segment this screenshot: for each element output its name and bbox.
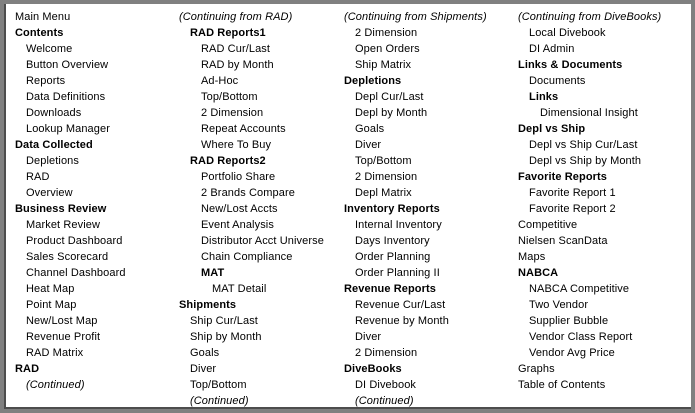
entry-goals[interactable]: Goals bbox=[355, 123, 385, 135]
entry-mat-detail[interactable]: MAT Detail bbox=[212, 283, 267, 295]
entry-overview[interactable]: Overview bbox=[26, 187, 73, 199]
note-continuing-from-rad: (Continuing from RAD) bbox=[179, 11, 293, 23]
note-continuing-from-divebooks: (Continuing from DiveBooks) bbox=[518, 11, 662, 23]
section-inventory-reports: Inventory Reports bbox=[344, 203, 440, 215]
section-contents: Contents bbox=[15, 27, 64, 39]
section-shipments: Shipments bbox=[179, 299, 237, 311]
entry-point-map[interactable]: Point Map bbox=[26, 299, 77, 311]
entry-new-lost-accts[interactable]: New/Lost Accts bbox=[201, 203, 278, 215]
entry-documents[interactable]: Documents bbox=[529, 75, 586, 87]
toc-column-4 bbox=[518, 9, 661, 393]
section-links-documents: Links & Documents bbox=[518, 59, 623, 71]
entry-2-dimension[interactable]: 2 Dimension bbox=[201, 107, 264, 119]
entry-chain-compliance[interactable]: Chain Compliance bbox=[201, 251, 293, 263]
entry-vendor-avg-price[interactable]: Vendor Avg Price bbox=[529, 347, 615, 359]
entry-supplier-bubble[interactable]: Supplier Bubble bbox=[529, 315, 609, 327]
entry-top-bottom[interactable]: Top/Bottom bbox=[201, 91, 258, 103]
entry-competitive[interactable]: Competitive bbox=[518, 219, 578, 231]
entry-ship-matrix[interactable]: Ship Matrix bbox=[355, 59, 412, 71]
entry-product-dashboard[interactable]: Product Dashboard bbox=[26, 235, 123, 247]
entry-rad-by-month[interactable]: RAD by Month bbox=[201, 59, 274, 71]
entry-two-vendor[interactable]: Two Vendor bbox=[529, 299, 589, 311]
entry-ship-cur-last[interactable]: Ship Cur/Last bbox=[190, 315, 258, 327]
entry-revenue-cur-last[interactable]: Revenue Cur/Last bbox=[355, 299, 446, 311]
note-continued: (Continued) bbox=[190, 395, 249, 407]
entry-data-definitions[interactable]: Data Definitions bbox=[26, 91, 106, 103]
entry-portfolio-share[interactable]: Portfolio Share bbox=[201, 171, 276, 183]
entry-ship-by-month[interactable]: Ship by Month bbox=[190, 331, 262, 343]
section-favorite-reports: Favorite Reports bbox=[518, 171, 608, 183]
entry-dimensional-insight[interactable]: Dimensional Insight bbox=[540, 107, 638, 119]
entry-rad-cur-last[interactable]: RAD Cur/Last bbox=[201, 43, 271, 55]
toc-column-3 bbox=[344, 9, 487, 409]
entry-table-of-contents[interactable]: Table of Contents bbox=[518, 379, 606, 391]
entry-depl-by-month[interactable]: Depl by Month bbox=[355, 107, 428, 119]
entry-diver[interactable]: Diver bbox=[190, 363, 217, 375]
entry-order-planning-ii[interactable]: Order Planning II bbox=[355, 267, 440, 279]
entry-nielsen-scandata[interactable]: Nielsen ScanData bbox=[518, 235, 608, 247]
section-depletions: Depletions bbox=[344, 75, 402, 87]
entry-internal-inventory[interactable]: Internal Inventory bbox=[355, 219, 442, 231]
entry-ad-hoc[interactable]: Ad-Hoc bbox=[201, 75, 239, 87]
section-business-review: Business Review bbox=[15, 203, 107, 215]
section-mat: MAT bbox=[201, 267, 225, 279]
entry-2-dimension[interactable]: 2 Dimension bbox=[355, 27, 418, 39]
entry-rad[interactable]: RAD bbox=[26, 171, 50, 183]
entry-diver[interactable]: Diver bbox=[355, 331, 382, 343]
section-links: Links bbox=[529, 91, 559, 103]
entry-goals[interactable]: Goals bbox=[190, 347, 220, 359]
entry-lookup-manager[interactable]: Lookup Manager bbox=[26, 123, 110, 135]
entry-days-inventory[interactable]: Days Inventory bbox=[355, 235, 430, 247]
entry-open-orders[interactable]: Open Orders bbox=[355, 43, 420, 55]
entry-revenue-profit[interactable]: Revenue Profit bbox=[26, 331, 101, 343]
entry-maps[interactable]: Maps bbox=[518, 251, 546, 263]
entry-reports[interactable]: Reports bbox=[26, 75, 66, 87]
entry-vendor-class-report[interactable]: Vendor Class Report bbox=[529, 331, 633, 343]
entry-order-planning[interactable]: Order Planning bbox=[355, 251, 431, 263]
entry-graphs[interactable]: Graphs bbox=[518, 363, 555, 375]
entry-top-bottom[interactable]: Top/Bottom bbox=[190, 379, 247, 391]
entry-heat-map[interactable]: Heat Map bbox=[26, 283, 75, 295]
entry-2-brands-compare[interactable]: 2 Brands Compare bbox=[201, 187, 295, 199]
entry-sales-scorecard[interactable]: Sales Scorecard bbox=[26, 251, 109, 263]
entry-di-admin[interactable]: DI Admin bbox=[529, 43, 575, 55]
section-rad-reports1: RAD Reports1 bbox=[190, 27, 266, 39]
section-revenue-reports: Revenue Reports bbox=[344, 283, 436, 295]
entry-2-dimension[interactable]: 2 Dimension bbox=[355, 347, 418, 359]
entry-revenue-by-month[interactable]: Revenue by Month bbox=[355, 315, 449, 327]
entry-favorite-report-1[interactable]: Favorite Report 1 bbox=[529, 187, 616, 199]
entry-welcome[interactable]: Welcome bbox=[26, 43, 73, 55]
entry-local-divebook[interactable]: Local Divebook bbox=[529, 27, 606, 39]
entry-diver[interactable]: Diver bbox=[355, 139, 382, 151]
entry-channel-dashboard[interactable]: Channel Dashboard bbox=[26, 267, 126, 279]
entry-downloads[interactable]: Downloads bbox=[26, 107, 82, 119]
entry-new-lost-map[interactable]: New/Lost Map bbox=[26, 315, 98, 327]
entry-depl-matrix[interactable]: Depl Matrix bbox=[355, 187, 412, 199]
note-continuing-from-shipments: (Continuing from Shipments) bbox=[344, 11, 487, 23]
toc-column-2 bbox=[179, 9, 324, 409]
entry-depl-cur-last[interactable]: Depl Cur/Last bbox=[355, 91, 424, 103]
entry-rad-matrix[interactable]: RAD Matrix bbox=[26, 347, 84, 359]
section-divebooks: DiveBooks bbox=[344, 363, 402, 375]
entry-depl-vs-ship-cur-last[interactable]: Depl vs Ship Cur/Last bbox=[529, 139, 638, 151]
entry-repeat-accounts[interactable]: Repeat Accounts bbox=[201, 123, 286, 135]
entry-nabca-competitive[interactable]: NABCA Competitive bbox=[529, 283, 630, 295]
note-continued: (Continued) bbox=[26, 379, 85, 391]
entry-main-menu[interactable]: Main Menu bbox=[15, 11, 71, 23]
entry-top-bottom[interactable]: Top/Bottom bbox=[355, 155, 412, 167]
entry-button-overview[interactable]: Button Overview bbox=[26, 59, 109, 71]
entry-2-dimension[interactable]: 2 Dimension bbox=[355, 171, 418, 183]
entry-favorite-report-2[interactable]: Favorite Report 2 bbox=[529, 203, 616, 215]
entry-where-to-buy[interactable]: Where To Buy bbox=[201, 139, 272, 151]
section-data-collected: Data Collected bbox=[15, 139, 93, 151]
section-nabca: NABCA bbox=[518, 267, 559, 279]
entry-depletions[interactable]: Depletions bbox=[26, 155, 79, 167]
note-continued: (Continued) bbox=[355, 395, 414, 407]
entry-depl-vs-ship-by-month[interactable]: Depl vs Ship by Month bbox=[529, 155, 642, 167]
section-depl-vs-ship: Depl vs Ship bbox=[518, 123, 586, 135]
entry-distributor-acct-universe[interactable]: Distributor Acct Universe bbox=[201, 235, 324, 247]
section-rad: RAD bbox=[15, 363, 40, 375]
entry-market-review[interactable]: Market Review bbox=[26, 219, 101, 231]
entry-di-divebook[interactable]: DI Divebook bbox=[355, 379, 417, 391]
toc-column-1 bbox=[15, 9, 126, 393]
section-rad-reports2: RAD Reports2 bbox=[190, 155, 266, 167]
entry-event-analysis[interactable]: Event Analysis bbox=[201, 219, 274, 231]
